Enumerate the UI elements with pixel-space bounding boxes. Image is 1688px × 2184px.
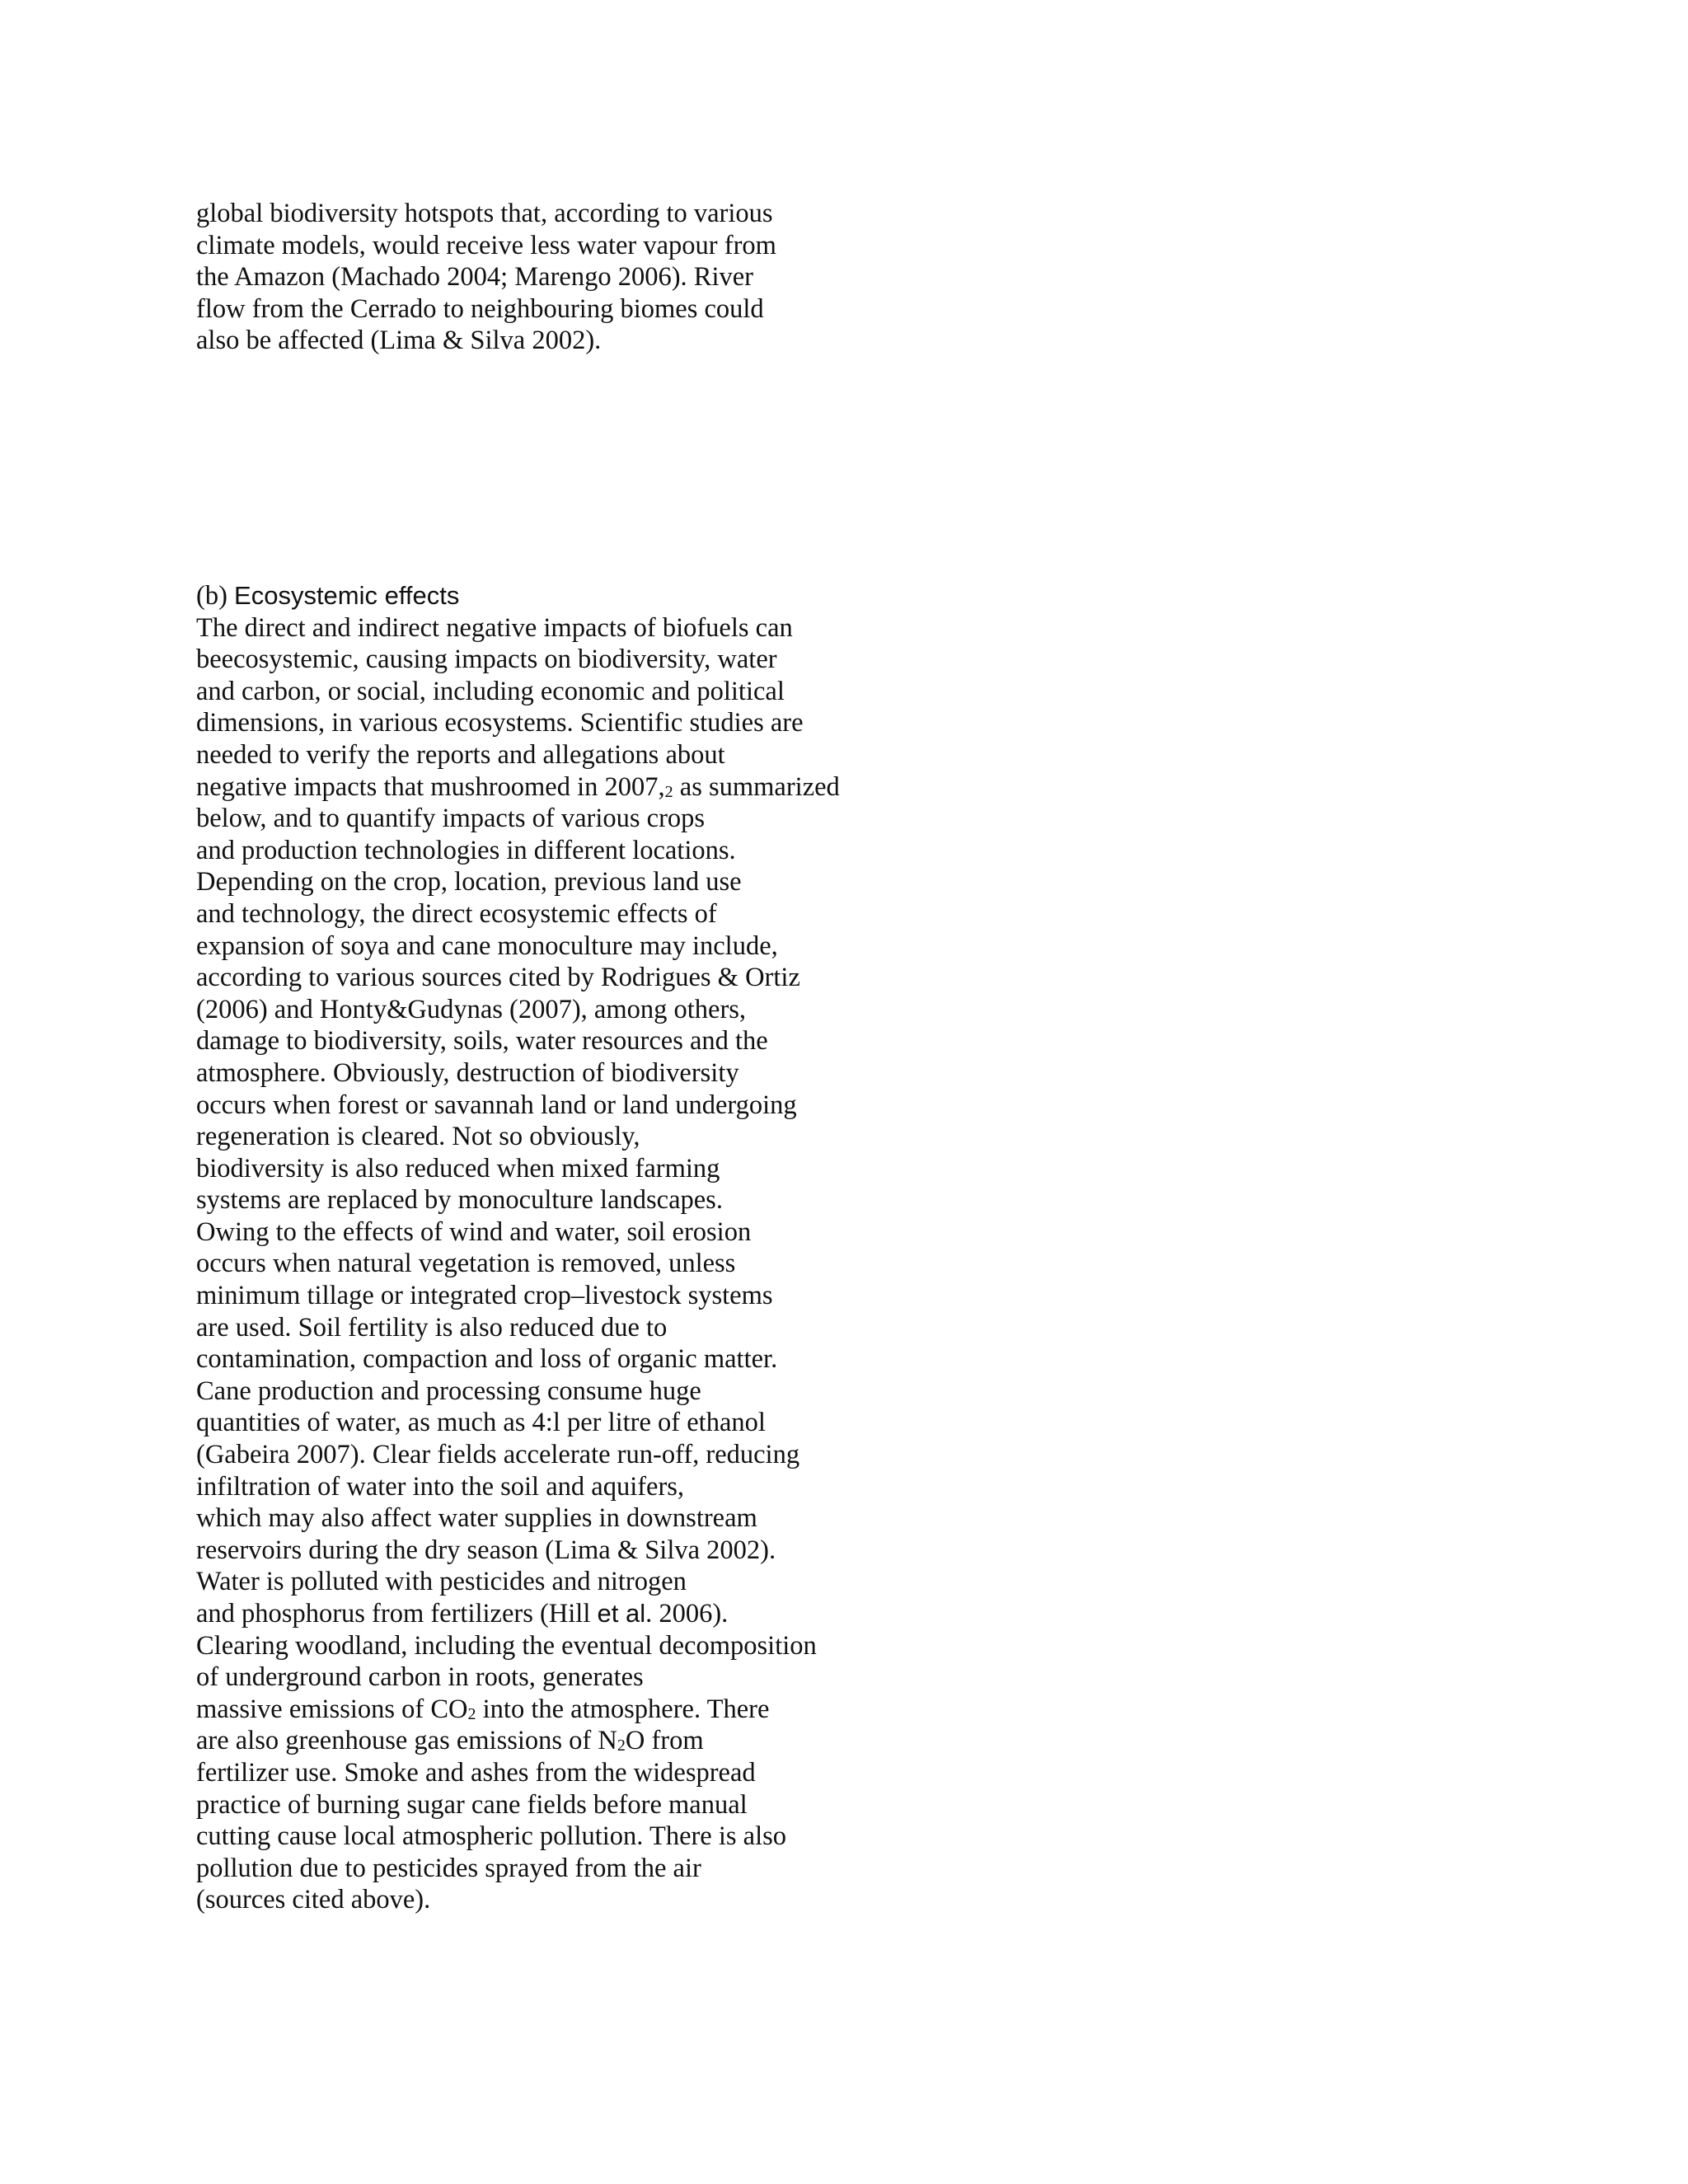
top-paragraph xyxy=(196,198,938,357)
text-fragment: are also greenhouse gas emissions of N xyxy=(196,1726,617,1756)
text-line xyxy=(196,1725,938,1757)
text-line: fertilizer use. Smoke and ashes from the widespread xyxy=(196,1757,756,1788)
text-fragment: O from xyxy=(625,1726,704,1756)
text-line xyxy=(196,771,938,804)
text-line: Depending on the crop, location, previous land use xyxy=(196,867,742,898)
text-line: systems are replaced by monoculture landscapes. xyxy=(196,1185,723,1216)
text-fragment: into the atmosphere. There xyxy=(476,1694,770,1724)
text-line: below, and to quantify impacts of various crops xyxy=(196,804,706,834)
text-line: and production technologies in different locations. xyxy=(196,835,736,865)
text-line: which may also affect water supplies in downstream xyxy=(196,1503,757,1534)
text-line: Owing to the effects of wind and water, soil erosion xyxy=(196,1216,752,1247)
section-heading xyxy=(196,580,938,612)
text-line: quantities of water, as much as 4:l per litre of ethanol xyxy=(196,1408,766,1438)
text-fragment: negative impacts that mushroomed in 2007, xyxy=(196,771,665,802)
text-line: practice of burning sugar cane fields before manual xyxy=(196,1789,748,1820)
text-line: (2006) and Honty&Gudynas (2007), among others, xyxy=(196,994,747,1024)
text-line: also be affected (Lima & Silva 2002). xyxy=(196,326,602,356)
section-prefix: (b) xyxy=(196,581,235,611)
text-line: Water is polluted with pesticides and nitrogen xyxy=(196,1567,687,1597)
text-line xyxy=(196,1694,938,1726)
text-line: damage to biodiversity, soils, water resources and the xyxy=(196,1026,768,1057)
text-line: infiltration of water into the soil and aquifers, xyxy=(196,1471,685,1502)
text-fragment: as summarized xyxy=(673,771,840,802)
text-line: Clearing woodland, including the eventual decomposition xyxy=(196,1630,817,1661)
text-line: flow from the Cerrado to neighbouring biomes could xyxy=(196,293,764,324)
text-line: global biodiversity hotspots that, according to various xyxy=(196,199,773,228)
text-line: The direct and indirect negative impacts of biofuels can xyxy=(196,612,793,643)
text-line: beecosystemic, causing impacts on biodiversity, water xyxy=(196,644,777,675)
subscript: 2 xyxy=(467,1704,476,1723)
text-line: and technology, the direct ecosystemic effects of xyxy=(196,898,717,929)
text-line: occurs when forest or savannah land or land undergoing xyxy=(196,1090,797,1120)
text-line: minimum tillage or integrated crop–livestock systems xyxy=(196,1281,773,1311)
text-line: climate models, would receive less water vapour from xyxy=(196,230,776,260)
text-fragment: and phosphorus from fertilizers (Hill xyxy=(196,1599,598,1629)
et-al: et al xyxy=(597,1599,646,1628)
text-line: occurs when natural vegetation is removed, unless xyxy=(196,1249,736,1279)
text-line: cutting cause local atmospheric pollution. There is also xyxy=(196,1821,787,1852)
text-line: the Amazon (Machado 2004; Marengo 2006). River xyxy=(196,262,754,293)
text-fragment: . 2006). xyxy=(645,1599,729,1629)
text-line: atmosphere. Obviously, destruction of biodiversity xyxy=(196,1057,739,1088)
text-line: expansion of soya and cane monoculture may include, xyxy=(196,930,778,961)
text-line: contamination, compaction and loss of organic matter. xyxy=(196,1344,778,1375)
text-line: dimensions, in various ecosystems. Scientific studies are xyxy=(196,708,804,738)
text-line: pollution due to pesticides sprayed from the air xyxy=(196,1853,701,1883)
text-line: regeneration is cleared. Not so obviously, xyxy=(196,1122,640,1152)
text-line: needed to verify the reports and allegations about xyxy=(196,739,725,770)
text-line: are used. Soil fertility is also reduced due to xyxy=(196,1312,668,1343)
text-line: (sources cited above). xyxy=(196,1885,431,1915)
text-line: of underground carbon in roots, generates xyxy=(196,1662,644,1693)
section-title: Ecosystemic effects xyxy=(234,581,460,610)
footnote-marker: 2 xyxy=(664,782,673,801)
text-line: according to various sources cited by Rodrigues & Ortiz xyxy=(196,963,800,993)
text-line: and carbon, or social, including economic and political xyxy=(196,676,785,706)
text-fragment: massive emissions of CO xyxy=(196,1694,468,1724)
text-line xyxy=(196,1598,938,1630)
text-line: biodiversity is also reduced when mixed farming xyxy=(196,1153,720,1183)
text-line: Cane production and processing consume huge xyxy=(196,1376,701,1406)
section-ecosystemic-effects xyxy=(196,580,938,1916)
subscript: 2 xyxy=(617,1736,626,1755)
text-line: reservoirs during the dry season (Lima & Silva 2002). xyxy=(196,1535,776,1565)
text-line: (Gabeira 2007). Clear fields accelerate run-off, reducing xyxy=(196,1440,800,1470)
